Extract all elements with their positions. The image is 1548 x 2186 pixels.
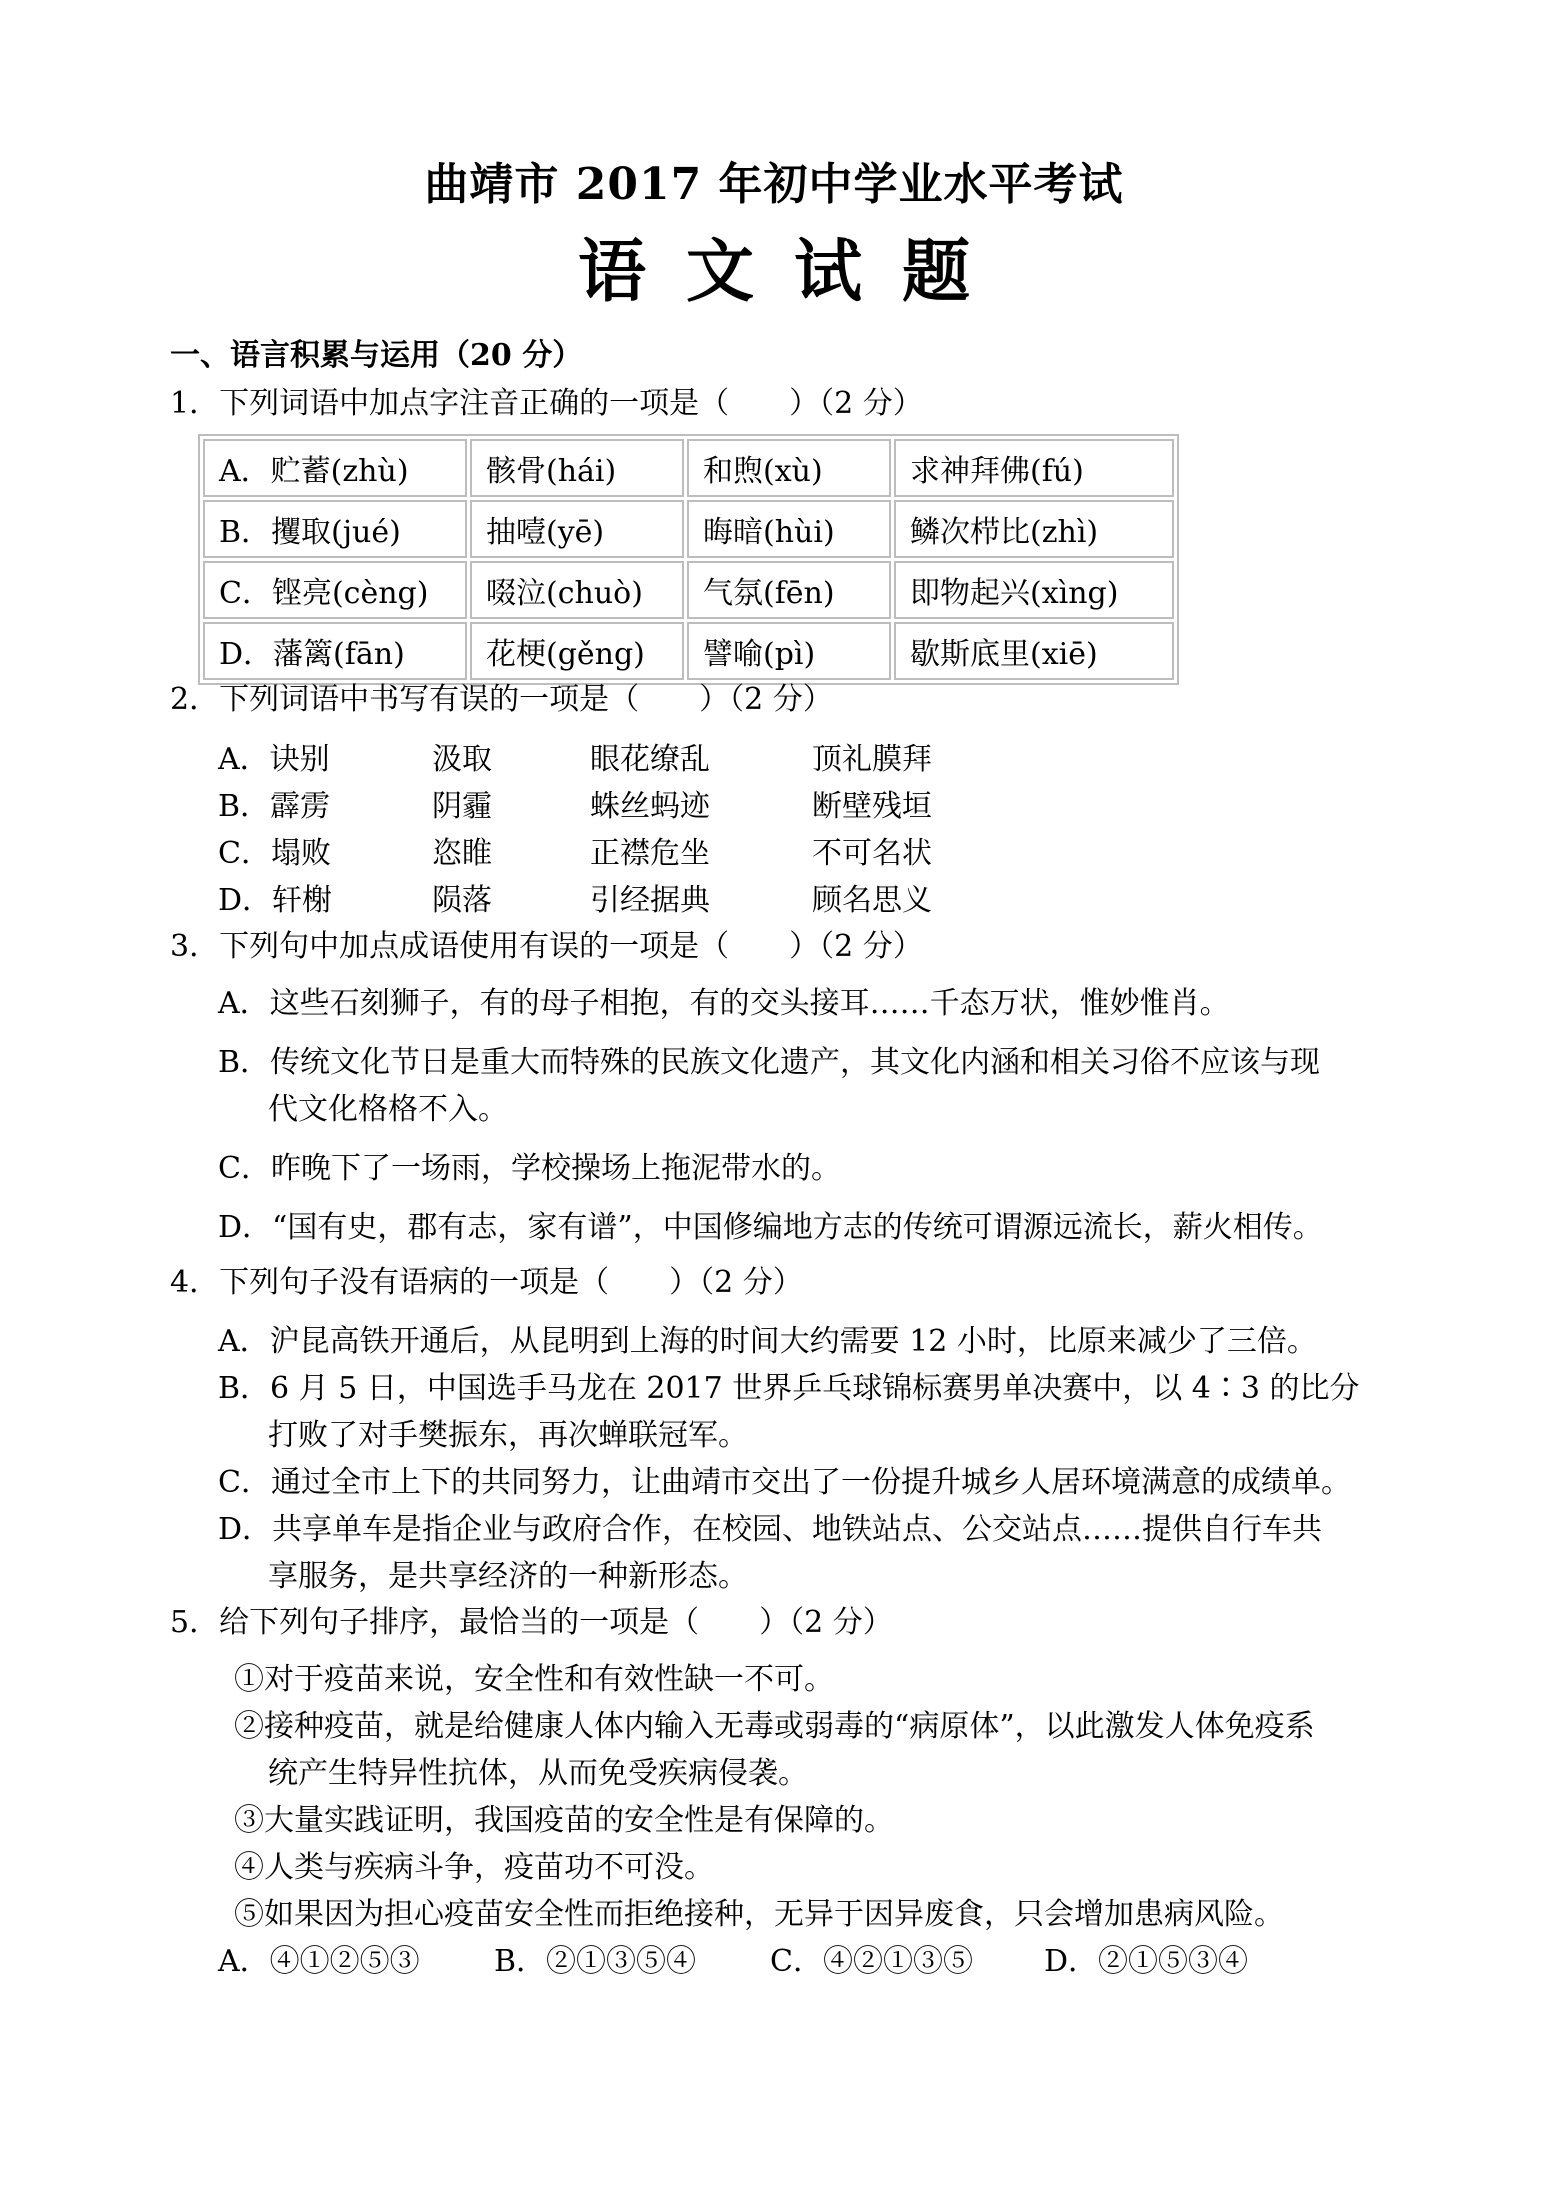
option-word: B．霹雳 <box>218 789 331 824</box>
question-5-sentence-5: ⑤如果因为担心疫苗安全性而拒绝接种，无异于因异废食，只会增加患病风险。 <box>234 1897 1284 1932</box>
question-1-stem: 1．下列词语中加点字注音正确的一项是（ ）（2 分） <box>170 386 923 421</box>
question-1-options-table <box>198 434 1179 685</box>
option-word: 陨落 <box>432 883 492 918</box>
question-5-sentence-2: ②接种疫苗，就是给健康人体内输入无毒或弱毒的“病原体”，以此激发人体免疫系 <box>234 1709 1315 1744</box>
option-word: D．轩榭 <box>218 883 333 918</box>
option-word: 不可名状 <box>812 836 932 871</box>
table-cell: 鳞次栉比(zhì) <box>894 500 1174 558</box>
question-5-sentence-1: ①对于疫苗来说，安全性和有效性缺一不可。 <box>234 1662 834 1697</box>
question-5-sentence-3: ③大量实践证明，我国疫苗的安全性是有保障的。 <box>234 1803 894 1838</box>
table-cell: 求神拜佛(fú) <box>894 439 1174 497</box>
option-word: 眼花缭乱 <box>590 742 710 777</box>
option-word: 蛛丝蚂迹 <box>590 789 710 824</box>
question-3-option-a: A．这些石刻狮子，有的母子相抱，有的交头接耳……千态万状，惟妙惟肖。 <box>218 986 1230 1021</box>
option-word: 顶礼膜拜 <box>812 742 932 777</box>
section-heading: 一、语言积累与运用（20 分） <box>170 338 583 373</box>
question-3-option-c: C．昨晚下了一场雨，学校操场上拖泥带水的。 <box>218 1151 841 1186</box>
question-5-option-c: C．④②①③⑤ <box>770 1944 973 1979</box>
question-5-sentence-4: ④人类与疾病斗争，疫苗功不可没。 <box>234 1850 714 1885</box>
question-4-stem: 4．下列句子没有语病的一项是（ ）（2 分） <box>170 1265 803 1300</box>
question-4-option-b: B．6 月 5 日，中国选手马龙在 2017 世界乒乓球锦标赛男单决赛中，以 4∶3 的比分 <box>218 1371 1360 1406</box>
question-5-stem: 5．给下列句子排序，最恰当的一项是（ ）（2 分） <box>170 1605 893 1640</box>
table-cell: C．铿亮(cèng) <box>203 561 467 619</box>
table-cell: 抽噎(yē) <box>470 500 684 558</box>
table-cell: A．贮蓄(zhù) <box>203 439 467 497</box>
question-5-option-d: D．②①⑤③④ <box>1044 1944 1249 1979</box>
question-5-option-a: A．④①②⑤③ <box>218 1944 420 1979</box>
table-cell: 晦暗(hùi) <box>687 500 891 558</box>
option-word: 汲取 <box>432 742 492 777</box>
option-word: 阴霾 <box>432 789 492 824</box>
table-row <box>203 439 1174 497</box>
question-3-option-b-cont: 代文化格格不入。 <box>268 1092 508 1127</box>
question-5-option-b: B．②①③⑤④ <box>494 1944 697 1979</box>
exam-subtitle: 语文试题 <box>577 232 1010 312</box>
question-4-option-c: C．通过全市上下的共同努力，让曲靖市交出了一份提升城乡人居环境满意的成绩单。 <box>218 1465 1351 1500</box>
table-cell: 啜泣(chuò) <box>470 561 684 619</box>
question-3-stem: 3．下列句中加点成语使用有误的一项是（ ）（2 分） <box>170 929 923 964</box>
table-row <box>203 500 1174 558</box>
table-cell: 歇斯底里(xiē) <box>894 622 1174 680</box>
question-4-option-d-cont: 享服务，是共享经济的一种新形态。 <box>268 1559 748 1594</box>
question-4-option-a: A．沪昆高铁开通后，从昆明到上海的时间大约需要 12 小时，比原来减少了三倍。 <box>218 1324 1317 1359</box>
option-word: A．诀别 <box>218 742 330 777</box>
table-cell: D．藩篱(fān) <box>203 622 467 680</box>
option-word: 断壁残垣 <box>812 789 932 824</box>
table-cell: B．攫取(jué) <box>203 500 467 558</box>
table-cell: 譬喻(pì) <box>687 622 891 680</box>
table-row <box>203 561 1174 619</box>
question-4-option-b-cont: 打败了对手樊振东，再次蝉联冠军。 <box>268 1418 748 1453</box>
table-cell: 骸骨(hái) <box>470 439 684 497</box>
question-3-option-d: D．“国有史，郡有志，家有谱”，中国修编地方志的传统可谓源远流长，薪火相传。 <box>218 1210 1323 1245</box>
option-word: C．塌败 <box>218 836 331 871</box>
table-cell: 和煦(xù) <box>687 439 891 497</box>
question-4-option-d: D．共享单车是指企业与政府合作，在校园、地铁站点、公交站点……提供自行车共 <box>218 1512 1323 1547</box>
option-word: 恣睢 <box>432 836 492 871</box>
question-2-stem: 2．下列词语中书写有误的一项是（ ）（2 分） <box>170 682 833 717</box>
question-5-sentence-2-cont: 统产生特异性抗体，从而免受疾病侵袭。 <box>268 1756 808 1791</box>
exam-title: 曲靖市 2017 年初中学业水平考试 <box>424 159 1124 210</box>
table-cell: 气氛(fēn) <box>687 561 891 619</box>
table-row <box>203 622 1174 680</box>
option-word: 正襟危坐 <box>590 836 710 871</box>
question-3-option-b: B．传统文化节日是重大而特殊的民族文化遗产，其文化内涵和相关习俗不应该与现 <box>218 1045 1321 1080</box>
table-cell: 花梗(gěng) <box>470 622 684 680</box>
option-word: 顾名思义 <box>812 883 932 918</box>
table-cell: 即物起兴(xìng) <box>894 561 1174 619</box>
option-word: 引经据典 <box>590 883 710 918</box>
